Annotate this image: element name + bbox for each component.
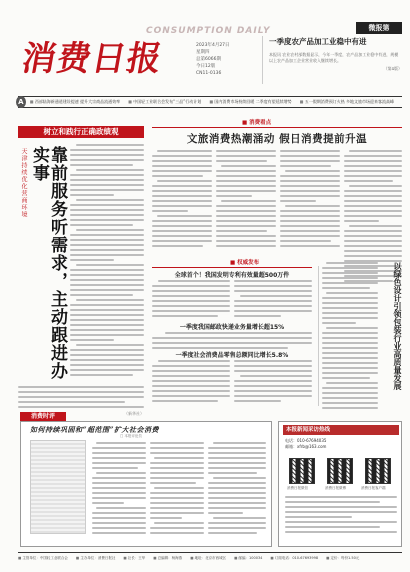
weekly-label: 微报第 [356, 22, 402, 34]
feature-tab: 消费时评 [20, 412, 66, 422]
feature-col-2 [150, 442, 204, 537]
main-article-col-2 [216, 150, 276, 250]
wechat-qr-code[interactable] [289, 458, 315, 484]
footer-item: ■ 主办单位：消费日报社 [76, 556, 115, 561]
promo-teaser[interactable] [262, 36, 402, 84]
issue-date: 2023年4月27日 [196, 43, 230, 48]
packaging-article-body [322, 262, 378, 409]
wechat-qr-label: 消费日报微信 [287, 486, 308, 490]
issue-number: 总第6066期 [196, 57, 221, 62]
promo-body: 本报讯 农业农村部数据显示，今年一季度，农产品加工业稳中有进，规模以上农产品加工企业营业收入继续增长。 [269, 52, 399, 63]
index-item[interactable]: ■ 五一假期消费预订火热 多地文旅市场迎来客流高峰 [300, 99, 394, 105]
footer-item: ■ 地址：北京市西城区 [190, 556, 226, 561]
feature-headline[interactable]: 如何持续巩固和“超范围”扩大社会消费 [30, 425, 160, 434]
column-divider [318, 266, 319, 406]
index-strip [18, 96, 402, 108]
footer-item: ■ 社长：王华 [123, 556, 145, 561]
express-article-body [152, 332, 312, 352]
packaging-article[interactable] [322, 262, 402, 412]
main-article-col-3 [280, 150, 340, 250]
left-vertical-subtitle: 天津持续优化营商环境 [20, 148, 27, 218]
footer-item: ■ 订阅电话：010-67693998 [270, 556, 318, 561]
feature-illustration [30, 440, 86, 534]
weibo-qr-label: 消费日报微博 [325, 486, 346, 490]
main-section-bar [152, 118, 402, 128]
left-article-source: （新华社） [124, 411, 144, 416]
mid-section-tag: ■ 权威发布 [230, 258, 259, 266]
index-item[interactable]: ■ 中国轻工业联合会发布“三品”行动计划 [128, 99, 201, 105]
patent-article-col-1 [152, 280, 230, 320]
masthead [18, 26, 402, 88]
left-article[interactable] [18, 144, 144, 382]
ad-title: 本报新闻采访热线 [283, 425, 399, 435]
promo-headline[interactable]: 一季度农产品加工业稳中有进 [269, 37, 367, 46]
issue-weekday: 星期四 [196, 50, 210, 55]
footer-item: ■ 定价：每份1.50元 [326, 556, 359, 561]
issue-cn-code: CN11-0136 [196, 71, 222, 76]
newspaper-logo[interactable]: 消费日报 [18, 39, 166, 79]
patent-headline[interactable]: 全球首个！我国发明专利有效量超500万件 [174, 272, 290, 279]
main-headline[interactable]: 文旅消费热潮涌动 假日消费提前升温 [186, 133, 368, 145]
promo-page-ref: （第4版） [383, 66, 402, 71]
mid-section-bar [152, 258, 312, 268]
app-qr-label: 消费日报客户端 [361, 486, 386, 490]
left-section-bar: 树立和践行正确政绩观 [18, 126, 144, 138]
english-title: CONSUMPTION DAILY [146, 26, 271, 36]
index-item[interactable]: ■ 国内消费市场持续回暖 二季度有望延续增势 [209, 99, 291, 105]
issue-pages: 今日12版 [196, 64, 216, 69]
issue-info [196, 42, 256, 77]
feature-col-1 [92, 442, 146, 537]
packaging-vertical-headline[interactable]: 以绿色设计引领包装行业高质量发展 [393, 262, 402, 390]
retail-article-col-1 [152, 360, 230, 405]
section-a-badge: A [16, 96, 26, 108]
ad-phone[interactable]: 电话：010-67694035 [285, 438, 327, 443]
left-vertical-headline[interactable]: 靠前服务听需求，主动跟进办实事 [29, 146, 67, 380]
express-headline[interactable]: 一季度我国邮政快递业务量增长超15% [179, 324, 285, 331]
footer-credits [18, 552, 402, 564]
app-qr-code[interactable] [365, 458, 391, 484]
patent-article-col-2 [234, 280, 312, 320]
footer-item: ■ 总编辑：杨海燕 [153, 556, 182, 561]
index-item[interactable]: ■ 西部陆海新通道建设提速 提升大宗商品流通效率 [30, 99, 120, 105]
footer-item: ■ 主管单位：中国轻工业联合会 [18, 556, 68, 561]
ad-email[interactable]: 邮箱：xfrb@163.com [285, 444, 327, 449]
retail-article-col-2 [234, 360, 312, 405]
main-article-col-1 [152, 150, 212, 250]
ad-fineprint [285, 496, 397, 536]
footer-item: ■ 邮编：100034 [234, 556, 262, 561]
weibo-qr-code[interactable] [327, 458, 353, 484]
left-article-body [70, 144, 144, 379]
main-section-tag: ■ 消费看点 [242, 118, 271, 126]
feature-col-3 [208, 442, 266, 537]
retail-headline[interactable]: 一季度社会消费品零售总额同比增长5.8% [175, 352, 289, 359]
hotline-ad [278, 421, 402, 547]
feature-byline: □ 本报评论员 [120, 434, 142, 438]
